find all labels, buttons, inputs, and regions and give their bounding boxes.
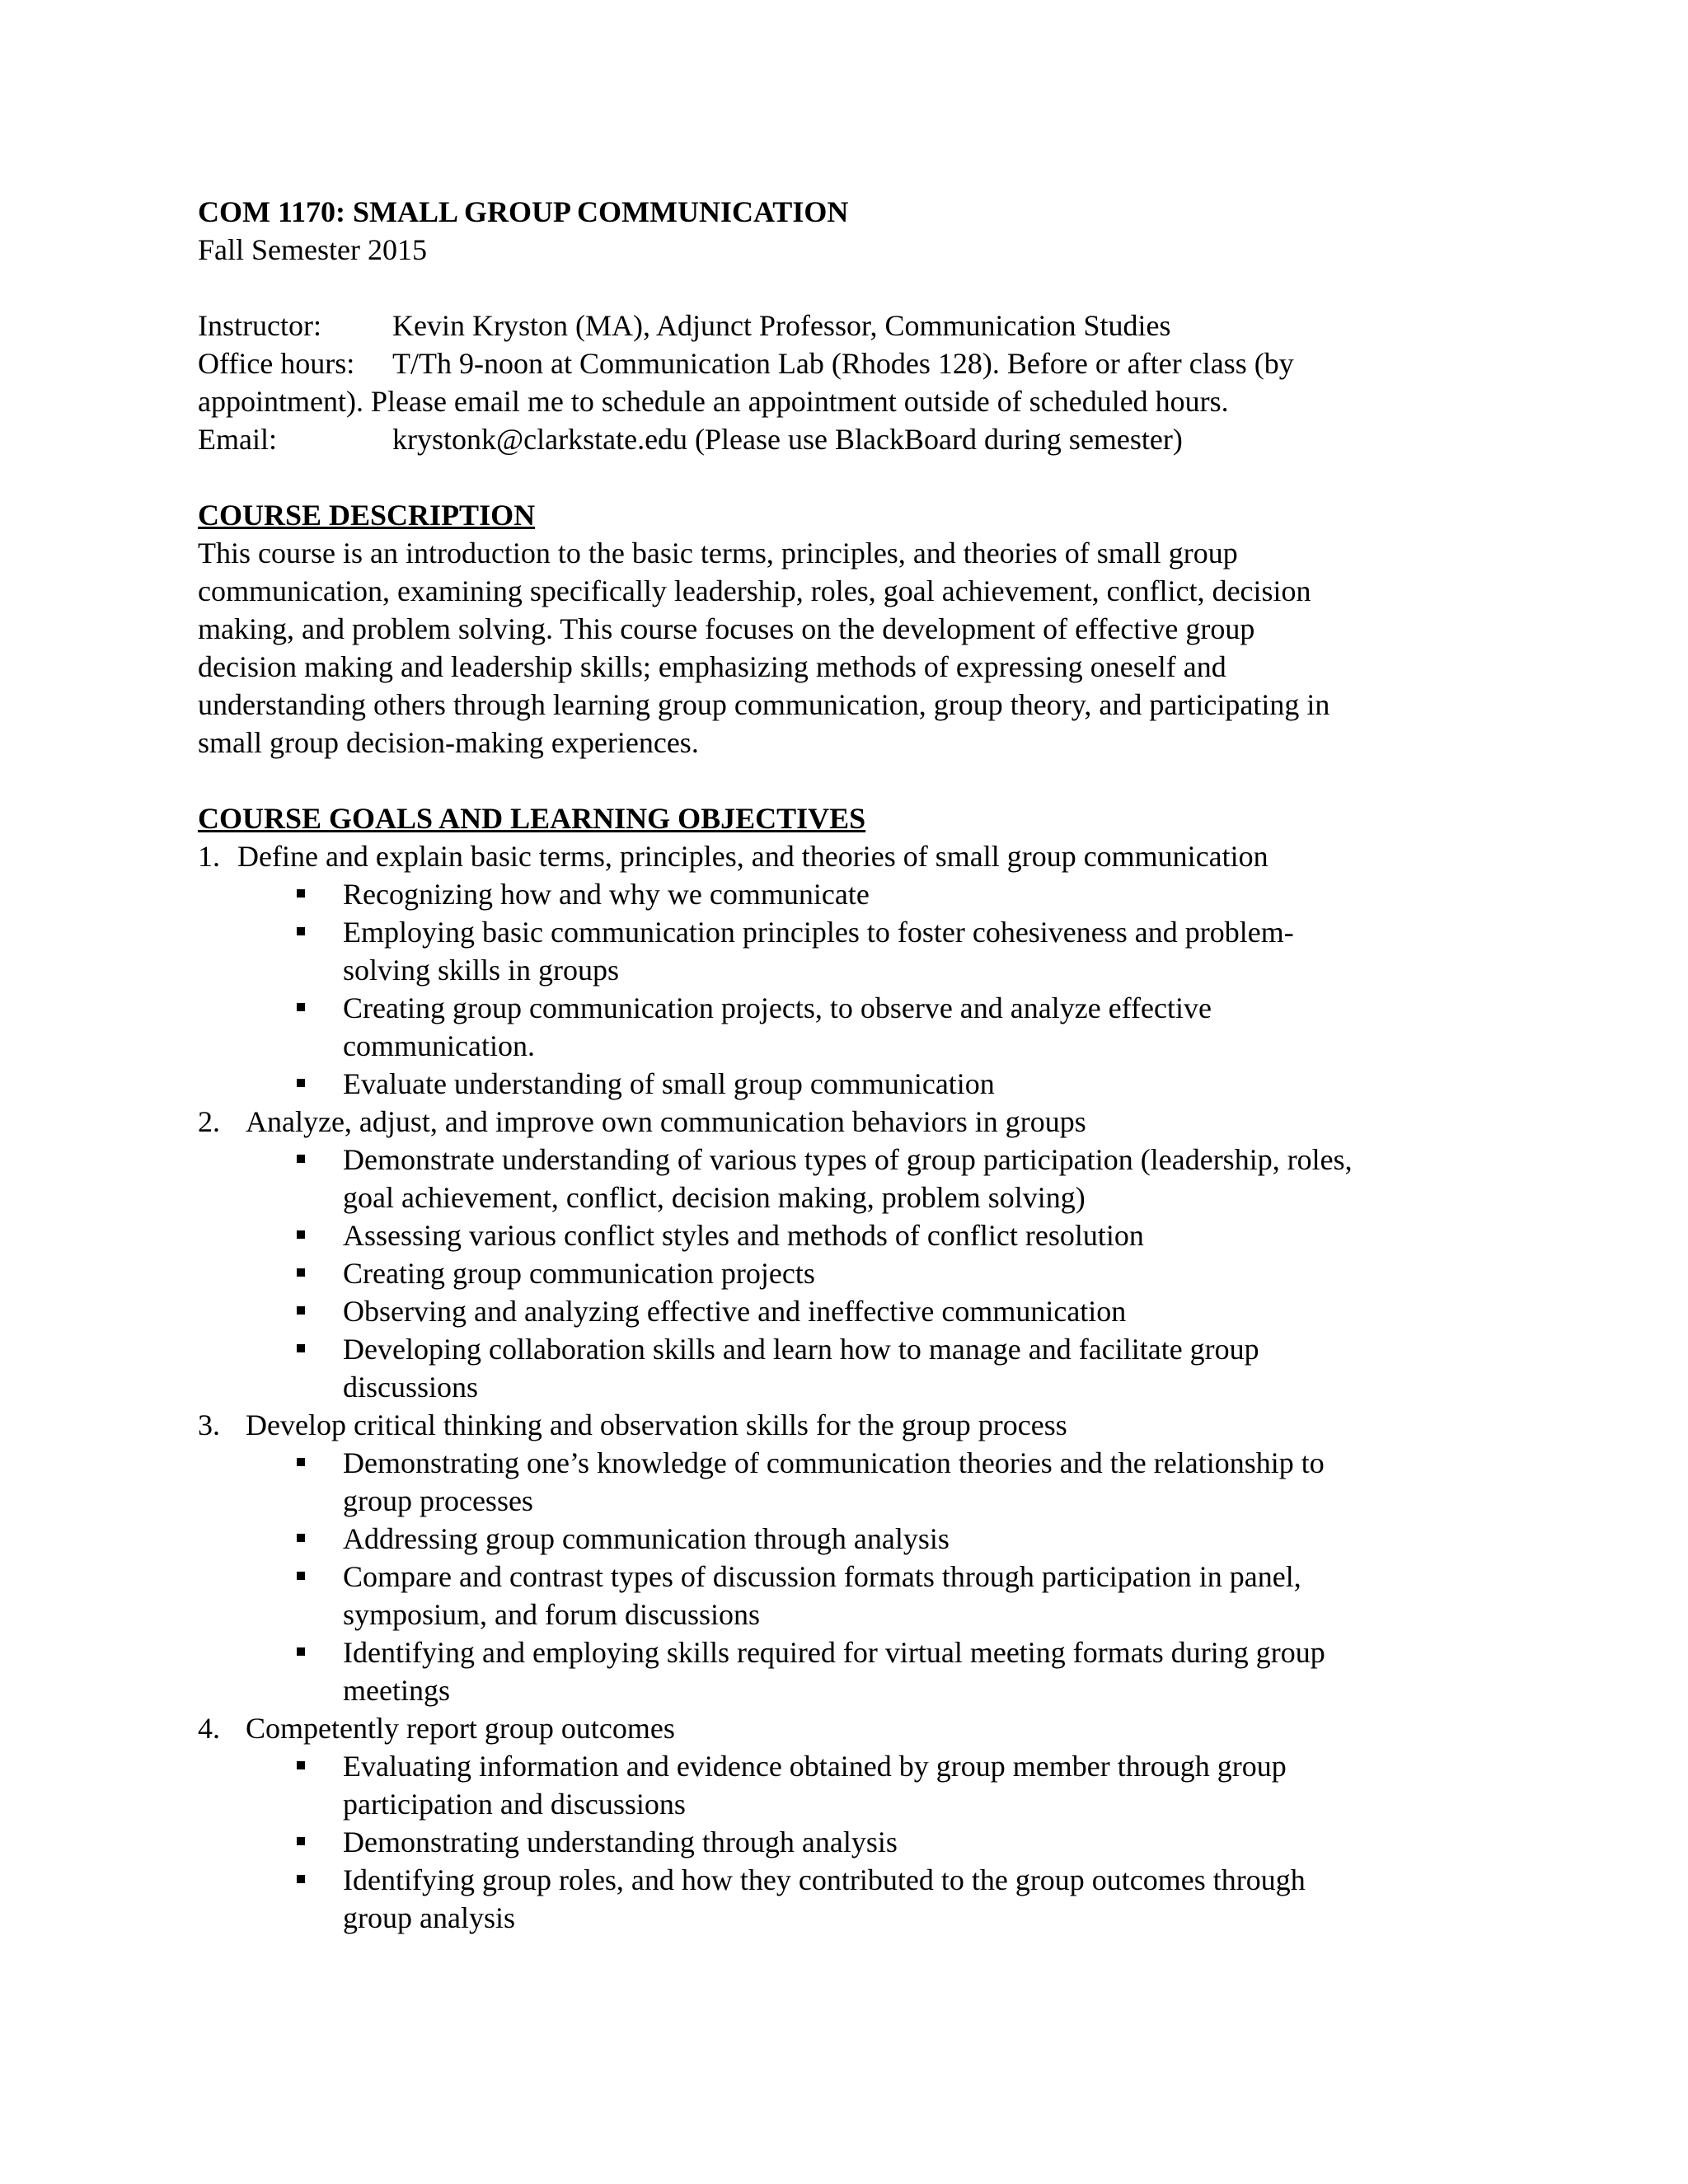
semester: Fall Semester 2015	[198, 233, 427, 266]
goal-text: Define and explain basic terms, principles, and theories of small group communication	[237, 840, 1268, 873]
objective-text: discussions	[343, 1371, 479, 1404]
bullet-square-icon	[297, 1534, 305, 1542]
description-line: understanding others through learning group communication, group theory, and participating in	[198, 688, 1330, 721]
description-line: This course is an introduction to the basic terms, principles, and theories of small group	[198, 537, 1238, 569]
objective-text: group analysis	[343, 1901, 515, 1934]
objective-item	[297, 1141, 1467, 1216]
bullet-square-icon	[297, 1875, 305, 1883]
description-line: communication, examining specifically leadership, roles, goal achievement, conflict, decision	[198, 574, 1311, 607]
bullet-square-icon	[297, 1458, 305, 1466]
bullet-square-icon	[297, 1572, 305, 1580]
objective-text: Recognizing how and why we communicate	[343, 878, 870, 911]
goal-number: 1.	[198, 840, 220, 873]
objective-item	[297, 989, 1467, 1065]
office-hours-label: Office hours:	[198, 347, 355, 380]
objective-item	[297, 1330, 1467, 1406]
course-description-heading: COURSE DESCRIPTION	[198, 499, 536, 532]
instructor-row	[198, 307, 1467, 344]
objective-item	[297, 1861, 1467, 1937]
objective-item	[297, 1747, 1467, 1823]
objective-list	[198, 875, 1467, 1103]
bullet-square-icon	[297, 1003, 305, 1011]
email-value: krystonk@clarkstate.edu (Please use BlackBoard during semester)	[392, 423, 1183, 456]
objective-list	[198, 1747, 1467, 1937]
bullet-square-icon	[297, 1761, 305, 1769]
objective-item	[297, 1216, 1467, 1254]
goal-item	[198, 837, 1467, 875]
instructor-value: Kevin Kryston (MA), Adjunct Professor, Communication Studies	[392, 309, 1171, 342]
goal-text: Develop critical thinking and observation skills for the group process	[246, 1408, 1067, 1441]
goal-number: 3.	[198, 1408, 220, 1441]
bullet-square-icon	[297, 1079, 305, 1087]
objective-text: goal achievement, conflict, decision making, problem solving)	[343, 1181, 1085, 1214]
objective-text: Creating group communication projects, to observe and analyze effective	[343, 991, 1212, 1024]
objective-item	[297, 1444, 1467, 1520]
objective-list	[198, 1141, 1467, 1406]
objective-text: Demonstrating one’s knowledge of communication theories and the relationship to	[343, 1446, 1325, 1479]
objective-text: group processes	[343, 1484, 533, 1517]
bullet-square-icon	[297, 1230, 305, 1239]
objective-text: meetings	[343, 1674, 450, 1707]
objective-text: Creating group communication projects	[343, 1257, 815, 1290]
objective-item	[297, 1520, 1467, 1558]
objective-text: Developing collaboration skills and learn how to manage and facilitate group	[343, 1333, 1259, 1366]
objective-text: Observing and analyzing effective and ineffective communication	[343, 1295, 1127, 1328]
email-label: Email:	[198, 423, 277, 456]
email-row	[198, 420, 1467, 458]
goal-item	[198, 1103, 1467, 1141]
description-line: making, and problem solving. This course focuses on the development of effective group	[198, 612, 1255, 645]
bullet-square-icon	[297, 1306, 305, 1315]
objective-item	[297, 875, 1467, 913]
objective-item	[297, 1292, 1467, 1330]
objective-text: Compare and contrast types of discussion formats through participation in panel,	[343, 1560, 1301, 1593]
objective-item	[297, 1254, 1467, 1292]
course-title: COM 1170: SMALL GROUP COMMUNICATION	[198, 195, 849, 228]
description-line: small group decision-making experiences.	[198, 726, 699, 759]
bullet-square-icon	[297, 1268, 305, 1277]
instructor-label: Instructor:	[198, 309, 321, 342]
goal-text: Competently report group outcomes	[246, 1712, 675, 1745]
goal-number: 2.	[198, 1105, 220, 1138]
objective-text: Addressing group communication through analysis	[343, 1522, 950, 1555]
office-hours-continued: appointment). Please email me to schedule an appointment outside of scheduled hours.	[198, 385, 1229, 418]
goal-item	[198, 1709, 1467, 1747]
spacer	[198, 458, 1467, 496]
objective-text: Demonstrate understanding of various types of group participation (leadership, roles,	[343, 1143, 1353, 1176]
goal-item	[198, 1406, 1467, 1444]
bullet-square-icon	[297, 889, 305, 898]
goal-text: Analyze, adjust, and improve own communication behaviors in groups	[246, 1105, 1086, 1138]
bullet-square-icon	[297, 1344, 305, 1352]
objective-text: Demonstrating understanding through analysis	[343, 1825, 898, 1858]
bullet-square-icon	[297, 927, 305, 935]
objective-text: Evaluating information and evidence obtained by group member through group	[343, 1750, 1287, 1783]
objective-text: solving skills in groups	[343, 954, 620, 987]
syllabus-content	[198, 193, 1467, 1937]
objective-text: Employing basic communication principles to foster cohesiveness and problem-	[343, 916, 1294, 949]
objective-text: Identifying group roles, and how they contributed to the group outcomes through	[343, 1863, 1306, 1896]
course-description	[198, 534, 1467, 762]
objective-text: Evaluate understanding of small group communication	[343, 1067, 995, 1100]
objective-text: communication.	[343, 1029, 535, 1062]
bullet-square-icon	[297, 1155, 305, 1163]
spacer	[198, 269, 1467, 307]
bullet-square-icon	[297, 1647, 305, 1656]
bullet-square-icon	[297, 1837, 305, 1845]
objective-item	[297, 1558, 1467, 1633]
office-hours-value: T/Th 9-noon at Communication Lab (Rhodes 128). Before or after class (by	[392, 347, 1294, 380]
course-goals-heading: COURSE GOALS AND LEARNING OBJECTIVES	[198, 802, 866, 835]
objective-item	[297, 1065, 1467, 1103]
office-hours-row	[198, 344, 1467, 382]
objective-text: Identifying and employing skills required for virtual meeting formats during group	[343, 1636, 1325, 1669]
objective-item	[297, 913, 1467, 989]
goal-number: 4.	[198, 1712, 220, 1745]
objective-item	[297, 1633, 1467, 1709]
objective-text: participation and discussions	[343, 1788, 686, 1821]
objective-text: Assessing various conflict styles and methods of conflict resolution	[343, 1219, 1144, 1252]
description-line: decision making and leadership skills; emphasizing methods of expressing oneself and	[198, 650, 1226, 683]
objective-text: symposium, and forum discussions	[343, 1598, 761, 1631]
objective-item	[297, 1823, 1467, 1861]
spacer	[198, 762, 1467, 799]
objective-list	[198, 1444, 1467, 1709]
